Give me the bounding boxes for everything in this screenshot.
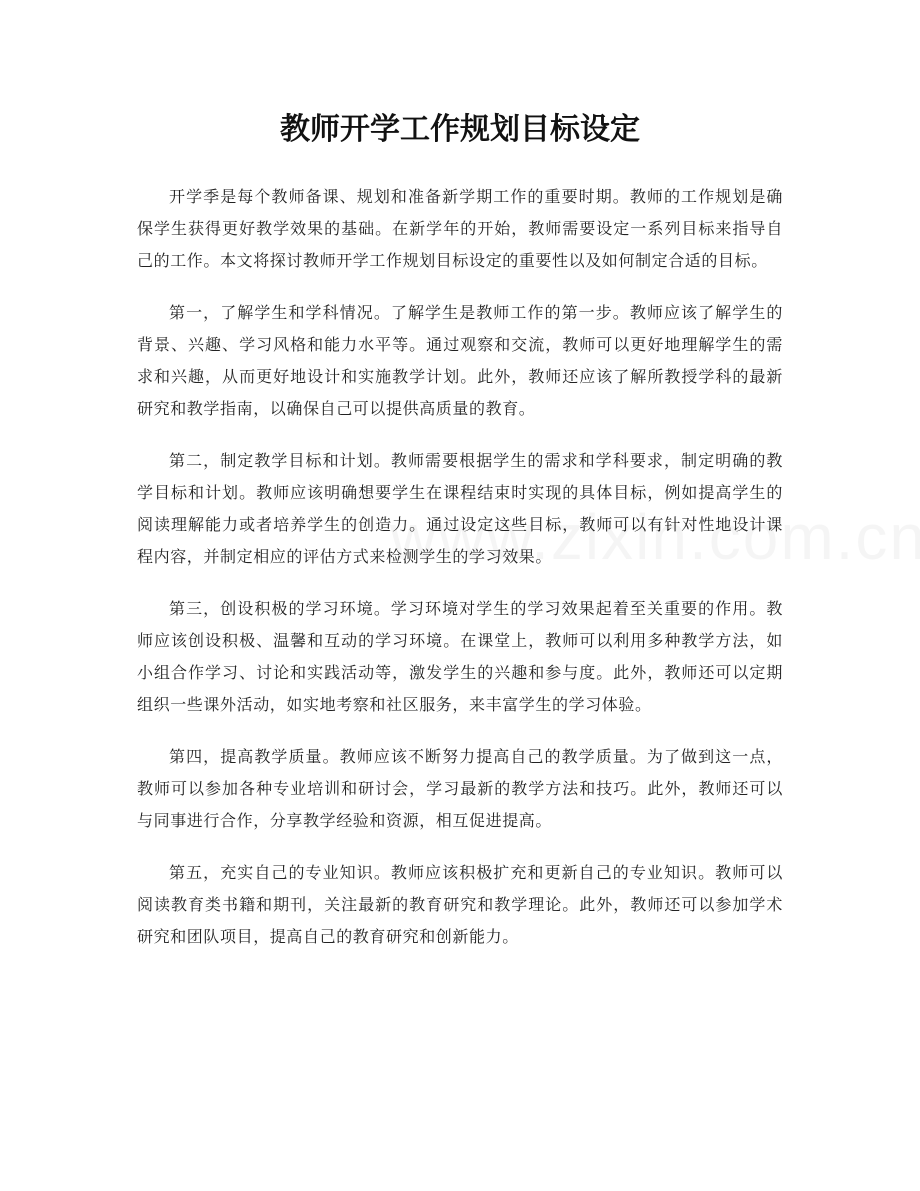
document-body	[137, 181, 783, 973]
paragraph-second: 第二，制定教学目标和计划。教师需要根据学生的需求和学科要求，制定明确的教学目标和计划。教师应该明确想要学生在课程结束时实现的具体目标，例如提高学生的阅读理解能力或者培养学生的创造力。通过设定这些目标，教师可以有针对性地设计课程内容，并制定相应的评估方式来检测学生的学习效果。	[137, 451, 783, 566]
paragraph-fourth: 第四，提高教学质量。教师应该不断努力提高自己的教学质量。为了做到这一点，教师可以参加各种专业培训和研讨会，学习最新的教学方法和技巧。此外，教师还可以与同事进行合作，分享教学经验和资源，相互促进提高。	[137, 747, 783, 830]
paragraph-third: 第三，创设积极的学习环境。学习环境对学生的学习效果起着至关重要的作用。教师应该创设积极、温馨和互动的学习环境。在课堂上，教师可以利用多种教学方法，如小组合作学习、讨论和实践活动等，激发学生的兴趣和参与度。此外，教师还可以定期组织一些课外活动，如实地考察和社区服务，来丰富学生的学习体验。	[137, 599, 783, 714]
paragraph-intro: 开学季是每个教师备课、规划和准备新学期工作的重要时期。教师的工作规划是确保学生获得更好教学效果的基础。在新学年的开始，教师需要设定一系列目标来指导自己的工作。本文将探讨教师开学工作规划目标设定的重要性以及如何制定合适的目标。	[137, 187, 783, 270]
paragraph-fifth: 第五，充实自己的专业知识。教师应该积极扩充和更新自己的专业知识。教师可以阅读教育类书籍和期刊，关注最新的教育研究和教学理论。此外，教师还可以参加学术研究和团队项目，提高自己的教育研究和创新能力。	[137, 863, 783, 946]
document-title: 教师开学工作规划目标设定	[280, 112, 640, 147]
paragraph-first: 第一，了解学生和学科情况。了解学生是教师工作的第一步。教师应该了解学生的背景、兴趣、学习风格和能力水平等。通过观察和交流，教师可以更好地理解学生的需求和兴趣，从而更好地设计和实施教学计划。此外，教师还应该了解所教授学科的最新研究和教学指南，以确保自己可以提供高质量的教育。	[137, 303, 783, 418]
